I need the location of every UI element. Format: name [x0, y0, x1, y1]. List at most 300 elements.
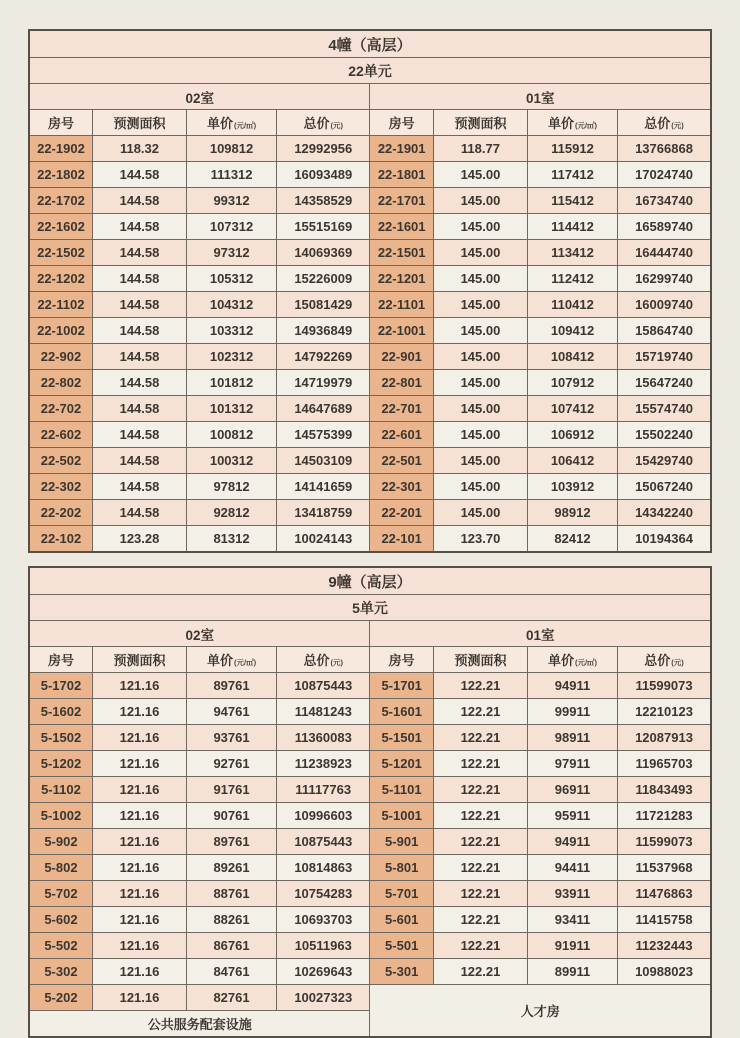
room-cell: 22-302 [29, 474, 92, 500]
room-cell: 22-501 [370, 448, 433, 474]
total-price-cell: 10996603 [277, 803, 370, 829]
unit-price-cell: 89761 [187, 829, 277, 855]
unit-price-cell: 100312 [187, 448, 277, 474]
room-cell: 22-702 [29, 396, 92, 422]
area-cell: 121.16 [92, 751, 186, 777]
table-row [29, 985, 711, 1011]
unit-price-cell: 94911 [528, 673, 618, 699]
area-cell: 144.58 [92, 214, 186, 240]
unit-price-cell: 82412 [528, 526, 618, 553]
area-cell: 145.00 [433, 214, 527, 240]
unit-price-cell: 98911 [528, 725, 618, 751]
unit-price-cell: 108412 [528, 344, 618, 370]
table-row [29, 318, 711, 344]
total-price-cell: 10693703 [277, 907, 370, 933]
total-price-cell: 15719740 [618, 344, 711, 370]
area-cell: 121.16 [92, 855, 186, 881]
unit-price-cell: 92761 [187, 751, 277, 777]
unit-price-cell: 98912 [528, 500, 618, 526]
unit-price-cell: 101812 [187, 370, 277, 396]
unit-price-cell: 93911 [528, 881, 618, 907]
unit-price-cell: 109812 [187, 136, 277, 162]
total-price-column-header: 总价(元) [618, 110, 711, 136]
unit-price-cell: 99911 [528, 699, 618, 725]
room-cell: 5-1601 [370, 699, 433, 725]
area-cell: 121.16 [92, 881, 186, 907]
table-row [29, 751, 711, 777]
table-row [29, 162, 711, 188]
room-column-header: 房号 [370, 110, 433, 136]
total-price-cell: 14342240 [618, 500, 711, 526]
room-cell: 5-1101 [370, 777, 433, 803]
price-table-building-9 [28, 566, 712, 1038]
room-cell: 22-1702 [29, 188, 92, 214]
unit-price-cell: 106912 [528, 422, 618, 448]
room-cell: 22-1201 [370, 266, 433, 292]
unit-price-cell: 89911 [528, 959, 618, 985]
room-group-label-left: 02室 [29, 84, 370, 110]
total-price-cell: 11965703 [618, 751, 711, 777]
total-price-cell: 11238923 [277, 751, 370, 777]
room-cell: 22-901 [370, 344, 433, 370]
total-price-cell: 10027323 [277, 985, 370, 1011]
total-price-cell: 17024740 [618, 162, 711, 188]
table-row [29, 422, 711, 448]
total-price-column-header: 总价(元) [618, 647, 711, 673]
area-cell: 122.21 [433, 751, 527, 777]
area-cell: 144.58 [92, 188, 186, 214]
unit-price-cell: 111312 [187, 162, 277, 188]
room-group-row [29, 84, 711, 110]
table-title: 4幢（高层） [29, 30, 711, 58]
total-price-cell: 11481243 [277, 699, 370, 725]
total-price-unit-label: (元) [330, 121, 344, 130]
total-price-column-header: 总价(元) [277, 647, 370, 673]
area-cell: 118.77 [433, 136, 527, 162]
area-cell: 145.00 [433, 266, 527, 292]
total-price-cell: 14936849 [277, 318, 370, 344]
unit-price-cell: 92812 [187, 500, 277, 526]
unit-price-column-header: 单价(元/㎡) [187, 647, 277, 673]
room-cell: 22-301 [370, 474, 433, 500]
total-price-cell: 14792269 [277, 344, 370, 370]
area-cell: 144.58 [92, 318, 186, 344]
total-price-cell: 14069369 [277, 240, 370, 266]
total-price-cell: 11117763 [277, 777, 370, 803]
area-column-header: 预测面积 [433, 110, 527, 136]
table-row [29, 500, 711, 526]
table-unit-row [29, 595, 711, 621]
total-price-cell: 10875443 [277, 673, 370, 699]
table-row [29, 673, 711, 699]
area-cell: 121.16 [92, 959, 186, 985]
room-cell: 5-301 [370, 959, 433, 985]
total-price-cell: 11843493 [618, 777, 711, 803]
unit-price-cell: 93761 [187, 725, 277, 751]
area-cell: 145.00 [433, 448, 527, 474]
unit-price-cell: 112412 [528, 266, 618, 292]
area-cell: 122.21 [433, 959, 527, 985]
unit-price-cell: 90761 [187, 803, 277, 829]
unit-price-cell: 97312 [187, 240, 277, 266]
room-cell: 22-1502 [29, 240, 92, 266]
area-cell: 122.21 [433, 673, 527, 699]
total-price-column-header: 总价(元) [277, 110, 370, 136]
unit-price-cell: 109412 [528, 318, 618, 344]
area-cell: 123.70 [433, 526, 527, 553]
total-price-cell: 15502240 [618, 422, 711, 448]
total-price-cell: 10875443 [277, 829, 370, 855]
total-price-cell: 15067240 [618, 474, 711, 500]
table-row [29, 725, 711, 751]
unit-price-cell: 114412 [528, 214, 618, 240]
unit-price-cell: 117412 [528, 162, 618, 188]
area-cell: 145.00 [433, 474, 527, 500]
unit-price-cell: 113412 [528, 240, 618, 266]
table-row [29, 933, 711, 959]
total-price-cell: 15081429 [277, 292, 370, 318]
total-price-cell: 10269643 [277, 959, 370, 985]
total-price-cell: 15429740 [618, 448, 711, 474]
area-cell: 144.58 [92, 240, 186, 266]
total-price-cell: 10988023 [618, 959, 711, 985]
unit-price-cell: 91911 [528, 933, 618, 959]
total-price-cell: 14358529 [277, 188, 370, 214]
room-cell: 5-1701 [370, 673, 433, 699]
total-price-cell: 16589740 [618, 214, 711, 240]
area-column-header: 预测面积 [92, 110, 186, 136]
unit-price-cell: 91761 [187, 777, 277, 803]
total-price-cell: 16009740 [618, 292, 711, 318]
column-header-row [29, 647, 711, 673]
unit-price-cell: 86761 [187, 933, 277, 959]
table-row [29, 240, 711, 266]
total-price-cell: 11599073 [618, 673, 711, 699]
area-cell: 145.00 [433, 344, 527, 370]
room-cell: 5-901 [370, 829, 433, 855]
total-price-cell: 10511963 [277, 933, 370, 959]
table-row [29, 344, 711, 370]
area-cell: 145.00 [433, 422, 527, 448]
room-cell: 5-602 [29, 907, 92, 933]
unit-price-cell: 106412 [528, 448, 618, 474]
total-price-cell: 16734740 [618, 188, 711, 214]
total-price-cell: 13766868 [618, 136, 711, 162]
room-cell: 22-201 [370, 500, 433, 526]
room-cell: 22-601 [370, 422, 433, 448]
room-cell: 22-1902 [29, 136, 92, 162]
area-cell: 121.16 [92, 933, 186, 959]
unit-price-cell: 115412 [528, 188, 618, 214]
table-row [29, 370, 711, 396]
area-cell: 145.00 [433, 318, 527, 344]
area-cell: 144.58 [92, 448, 186, 474]
table-row [29, 214, 711, 240]
area-cell: 121.16 [92, 803, 186, 829]
unit-price-cell: 96911 [528, 777, 618, 803]
room-cell: 5-202 [29, 985, 92, 1011]
area-cell: 122.21 [433, 699, 527, 725]
area-cell: 122.21 [433, 881, 527, 907]
column-header-row [29, 110, 711, 136]
total-price-cell: 16444740 [618, 240, 711, 266]
total-price-cell: 14647689 [277, 396, 370, 422]
unit-price-cell: 82761 [187, 985, 277, 1011]
total-price-cell: 15226009 [277, 266, 370, 292]
table-row [29, 292, 711, 318]
room-cell: 22-1602 [29, 214, 92, 240]
room-cell: 22-502 [29, 448, 92, 474]
area-cell: 121.16 [92, 699, 186, 725]
total-price-cell: 10024143 [277, 526, 370, 553]
room-cell: 22-802 [29, 370, 92, 396]
room-cell: 22-1601 [370, 214, 433, 240]
table-unit: 22单元 [29, 58, 711, 84]
unit-price-unit-label: (元/㎡) [234, 121, 257, 130]
unit-price-cell: 102312 [187, 344, 277, 370]
room-cell: 22-1901 [370, 136, 433, 162]
table-row [29, 266, 711, 292]
unit-price-cell: 104312 [187, 292, 277, 318]
total-price-unit-label: (元) [330, 658, 344, 667]
total-price-cell: 11537968 [618, 855, 711, 881]
unit-price-column-header: 单价(元/㎡) [528, 110, 618, 136]
unit-price-cell: 97812 [187, 474, 277, 500]
left-footer-cell: 公共服务配套设施 [29, 1011, 370, 1038]
room-cell: 5-501 [370, 933, 433, 959]
total-price-cell: 14719979 [277, 370, 370, 396]
table-title-row [29, 30, 711, 58]
room-cell: 5-1202 [29, 751, 92, 777]
unit-price-cell: 107412 [528, 396, 618, 422]
area-cell: 145.00 [433, 292, 527, 318]
unit-price-cell: 89261 [187, 855, 277, 881]
area-cell: 121.16 [92, 777, 186, 803]
room-column-header: 房号 [29, 110, 92, 136]
area-cell: 145.00 [433, 370, 527, 396]
room-cell: 22-1002 [29, 318, 92, 344]
total-price-unit-label: (元) [671, 658, 684, 667]
room-cell: 22-102 [29, 526, 92, 553]
area-cell: 121.16 [92, 907, 186, 933]
price-table-building-4 [28, 29, 712, 553]
room-cell: 5-1002 [29, 803, 92, 829]
total-price-cell: 11721283 [618, 803, 711, 829]
table-row [29, 881, 711, 907]
room-cell: 5-1001 [370, 803, 433, 829]
unit-price-cell: 100812 [187, 422, 277, 448]
total-price-cell: 11476863 [618, 881, 711, 907]
area-cell: 121.16 [92, 673, 186, 699]
room-group-row [29, 621, 711, 647]
table-row [29, 396, 711, 422]
room-cell: 5-701 [370, 881, 433, 907]
area-cell: 144.58 [92, 266, 186, 292]
unit-price-cell: 99312 [187, 188, 277, 214]
room-cell: 5-1102 [29, 777, 92, 803]
total-price-cell: 12992956 [277, 136, 370, 162]
room-cell: 5-902 [29, 829, 92, 855]
unit-price-cell: 97911 [528, 751, 618, 777]
unit-price-cell: 94411 [528, 855, 618, 881]
area-cell: 144.58 [92, 500, 186, 526]
area-cell: 144.58 [92, 422, 186, 448]
room-cell: 22-1001 [370, 318, 433, 344]
area-cell: 123.28 [92, 526, 186, 553]
unit-price-cell: 88261 [187, 907, 277, 933]
total-price-cell: 16299740 [618, 266, 711, 292]
table-row [29, 136, 711, 162]
area-cell: 144.58 [92, 396, 186, 422]
total-price-cell: 12087913 [618, 725, 711, 751]
total-price-cell: 15864740 [618, 318, 711, 344]
unit-price-column-header: 单价(元/㎡) [187, 110, 277, 136]
area-cell: 144.58 [92, 370, 186, 396]
room-group-label-left: 02室 [29, 621, 370, 647]
area-cell: 118.32 [92, 136, 186, 162]
room-cell: 22-1202 [29, 266, 92, 292]
room-cell: 5-801 [370, 855, 433, 881]
unit-price-cell: 95911 [528, 803, 618, 829]
area-cell: 122.21 [433, 855, 527, 881]
total-price-cell: 11232443 [618, 933, 711, 959]
right-footer-cell: 人才房 [370, 985, 711, 1038]
table-row [29, 803, 711, 829]
room-cell: 22-701 [370, 396, 433, 422]
unit-price-cell: 94761 [187, 699, 277, 725]
unit-price-cell: 107312 [187, 214, 277, 240]
table-row [29, 526, 711, 553]
unit-price-cell: 101312 [187, 396, 277, 422]
room-cell: 22-101 [370, 526, 433, 553]
unit-price-cell: 84761 [187, 959, 277, 985]
room-cell: 22-1501 [370, 240, 433, 266]
total-price-cell: 15647240 [618, 370, 711, 396]
total-price-cell: 16093489 [277, 162, 370, 188]
total-price-cell: 11415758 [618, 907, 711, 933]
room-group-label-right: 01室 [370, 621, 711, 647]
room-cell: 22-902 [29, 344, 92, 370]
area-cell: 122.21 [433, 907, 527, 933]
table-row [29, 907, 711, 933]
unit-price-cell: 107912 [528, 370, 618, 396]
table-title: 9幢（高层） [29, 567, 711, 595]
room-cell: 22-801 [370, 370, 433, 396]
area-cell: 144.58 [92, 162, 186, 188]
room-cell: 5-1702 [29, 673, 92, 699]
unit-price-unit-label: (元/㎡) [234, 658, 257, 667]
total-price-cell: 10754283 [277, 881, 370, 907]
total-price-cell: 11599073 [618, 829, 711, 855]
total-price-unit-label: (元) [671, 121, 684, 130]
table-row [29, 699, 711, 725]
area-cell: 121.16 [92, 985, 186, 1011]
unit-price-cell: 89761 [187, 673, 277, 699]
unit-price-column-header: 单价(元/㎡) [528, 647, 618, 673]
area-cell: 144.58 [92, 474, 186, 500]
room-cell: 5-502 [29, 933, 92, 959]
unit-price-cell: 110412 [528, 292, 618, 318]
room-cell: 5-1502 [29, 725, 92, 751]
unit-price-cell: 81312 [187, 526, 277, 553]
area-cell: 121.16 [92, 829, 186, 855]
table-unit: 5单元 [29, 595, 711, 621]
total-price-cell: 14575399 [277, 422, 370, 448]
area-cell: 145.00 [433, 240, 527, 266]
total-price-cell: 12210123 [618, 699, 711, 725]
table-row [29, 829, 711, 855]
room-cell: 5-302 [29, 959, 92, 985]
total-price-cell: 14503109 [277, 448, 370, 474]
area-cell: 122.21 [433, 829, 527, 855]
room-group-label-right: 01室 [370, 84, 711, 110]
room-cell: 22-1802 [29, 162, 92, 188]
area-cell: 144.58 [92, 344, 186, 370]
total-price-cell: 11360083 [277, 725, 370, 751]
room-cell: 22-1101 [370, 292, 433, 318]
room-cell: 5-1201 [370, 751, 433, 777]
unit-price-cell: 103312 [187, 318, 277, 344]
room-column-header: 房号 [370, 647, 433, 673]
table-row [29, 777, 711, 803]
area-cell: 145.00 [433, 188, 527, 214]
table-row [29, 474, 711, 500]
table-row [29, 448, 711, 474]
unit-price-cell: 94911 [528, 829, 618, 855]
table-row [29, 188, 711, 214]
area-column-header: 预测面积 [433, 647, 527, 673]
area-cell: 121.16 [92, 725, 186, 751]
room-cell: 22-1801 [370, 162, 433, 188]
area-cell: 145.00 [433, 500, 527, 526]
total-price-cell: 10194364 [618, 526, 711, 553]
unit-price-cell: 103912 [528, 474, 618, 500]
unit-price-cell: 105312 [187, 266, 277, 292]
unit-price-unit-label: (元/㎡) [574, 658, 598, 667]
table-row [29, 959, 711, 985]
unit-price-unit-label: (元/㎡) [574, 121, 598, 130]
area-cell: 122.21 [433, 803, 527, 829]
room-cell: 5-1501 [370, 725, 433, 751]
room-cell: 22-602 [29, 422, 92, 448]
area-cell: 122.21 [433, 933, 527, 959]
total-price-cell: 10814863 [277, 855, 370, 881]
total-price-cell: 13418759 [277, 500, 370, 526]
table-row [29, 855, 711, 881]
room-cell: 5-802 [29, 855, 92, 881]
area-cell: 145.00 [433, 162, 527, 188]
room-cell: 22-1701 [370, 188, 433, 214]
table-title-row [29, 567, 711, 595]
room-cell: 5-601 [370, 907, 433, 933]
area-cell: 144.58 [92, 292, 186, 318]
unit-price-cell: 115912 [528, 136, 618, 162]
room-cell: 5-1602 [29, 699, 92, 725]
unit-price-cell: 93411 [528, 907, 618, 933]
room-cell: 22-202 [29, 500, 92, 526]
room-column-header: 房号 [29, 647, 92, 673]
unit-price-cell: 88761 [187, 881, 277, 907]
area-cell: 122.21 [433, 725, 527, 751]
total-price-cell: 14141659 [277, 474, 370, 500]
room-cell: 5-702 [29, 881, 92, 907]
area-cell: 145.00 [433, 396, 527, 422]
area-column-header: 预测面积 [92, 647, 186, 673]
room-cell: 22-1102 [29, 292, 92, 318]
total-price-cell: 15515169 [277, 214, 370, 240]
total-price-cell: 15574740 [618, 396, 711, 422]
area-cell: 122.21 [433, 777, 527, 803]
